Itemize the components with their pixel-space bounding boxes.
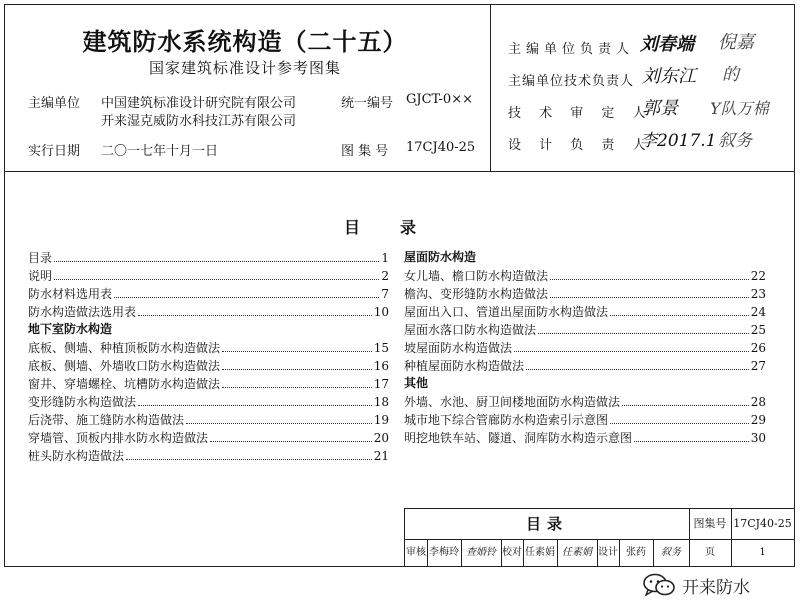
design-name: 张药	[619, 539, 654, 567]
toc-entry-title: 外墙、水池、厨卫间楼地面防水构造做法	[404, 395, 621, 409]
toc-entry-page: 18	[373, 395, 389, 409]
toc-entry-title: 檐沟、变形缝防水构造做法	[404, 287, 549, 301]
toc-entry-page: 30	[750, 431, 766, 445]
editor-unit-2: 开来湿克威防水科技江苏有限公司	[101, 114, 297, 129]
toc-leader-dots	[550, 297, 749, 298]
signature: 刘春端	[640, 34, 694, 55]
toc-entry-page: 20	[373, 431, 389, 445]
toc-section-heading: 其他	[404, 376, 429, 390]
signatory-role: 主编单位负责人	[508, 42, 635, 57]
toc-entry[interactable]	[404, 320, 766, 338]
toc-leader-dots	[54, 261, 379, 262]
toc-entry[interactable]	[404, 410, 766, 428]
toc-leader-dots	[538, 333, 749, 334]
toc-leader-dots	[610, 315, 749, 316]
title-block-name: 目录	[405, 509, 690, 539]
signatory-role: 技 术 审 定 人	[508, 106, 653, 121]
toc-leader-dots	[222, 387, 372, 388]
watermark-text: 开来防水	[682, 577, 750, 598]
toc-leader-dots	[210, 441, 372, 442]
toc-leader-dots	[634, 441, 749, 442]
signatory-role: 设 计 负 责 人	[508, 138, 653, 153]
toc-leader-dots	[622, 405, 749, 406]
toc-leader-dots	[514, 351, 749, 352]
toc-entry-title: 窗井、穿墙螺栓、坑槽防水构造做法	[28, 377, 221, 391]
toc-entry-page: 25	[750, 323, 766, 337]
header-vertical-divider	[490, 4, 491, 171]
signature: 郭景	[642, 98, 678, 119]
toc-right-column	[404, 248, 766, 446]
toc-entry[interactable]	[404, 338, 766, 356]
toc-leader-dots	[126, 459, 372, 460]
toc-entry-title: 防水材料选用表	[28, 287, 113, 301]
toc-entry[interactable]	[28, 374, 389, 392]
toc-entry-page: 24	[750, 305, 766, 319]
check-signature: 任素娟	[557, 539, 598, 567]
toc-entry-page: 29	[750, 413, 766, 427]
review-name: 李梅玲	[427, 539, 462, 567]
atlas-no-label: 图 集 号	[341, 144, 389, 159]
toc-entry[interactable]	[28, 392, 389, 410]
header-divider	[4, 171, 795, 172]
toc-leader-dots	[526, 369, 749, 370]
toc-entry-page: 7	[381, 287, 389, 301]
toc-entry-page: 28	[750, 395, 766, 409]
editor-unit-label: 主编单位	[28, 96, 81, 111]
toc-entry[interactable]	[28, 266, 389, 284]
toc-entry-title: 女儿墙、檐口防水构造做法	[404, 269, 549, 283]
toc-entry[interactable]	[404, 266, 766, 284]
toc-section-heading: 地下室防水构造	[28, 322, 113, 336]
toc-entry[interactable]	[28, 428, 389, 446]
toc-leader-dots	[138, 315, 372, 316]
unified-no-label: 统一编号	[341, 96, 394, 111]
toc-entry[interactable]	[28, 248, 389, 266]
page-label: 页	[689, 539, 732, 567]
toc-leader-dots	[222, 369, 372, 370]
signature: 叙务	[718, 131, 752, 151]
toc-entry-page: 21	[373, 449, 389, 463]
toc-entry-title: 屋面水落口防水构造做法	[404, 323, 537, 337]
toc-entry-page: 19	[373, 413, 389, 427]
atlas-title: 建筑防水系统构造（二十五）	[82, 28, 408, 56]
toc-entry-page: 10	[373, 305, 389, 319]
toc-entry[interactable]	[28, 284, 389, 302]
toc-leader-dots	[610, 423, 749, 424]
watermark	[642, 572, 750, 598]
toc-title: 目录	[343, 218, 456, 237]
title-block	[404, 508, 795, 567]
toc-entry-title: 明挖地铁车站、隧道、洞库防水构造示意图	[404, 431, 633, 445]
toc-entry[interactable]	[28, 356, 389, 374]
toc-entry[interactable]	[28, 302, 389, 320]
toc-entry-title: 说明	[28, 269, 53, 283]
toc-entry-title: 坡屋面防水构造做法	[404, 341, 513, 355]
toc-entry[interactable]	[404, 428, 766, 446]
toc-entry-title: 变形缝防水构造做法	[28, 395, 137, 409]
effective-date: 二〇一七年十月一日	[101, 144, 219, 159]
editor-unit-1: 中国建筑标准设计研究院有限公司	[101, 96, 297, 111]
toc-entry[interactable]	[404, 302, 766, 320]
check-name: 任素娟	[523, 539, 558, 567]
title-block-top-row	[405, 509, 795, 540]
toc-entry-title: 城市地下综合管廊防水构造索引示意图	[404, 413, 609, 427]
toc-entry-title: 后浇带、施工缝防水构造做法	[28, 413, 185, 427]
page-number: 1	[759, 547, 766, 558]
signature: Y队万棉	[710, 99, 769, 118]
toc-entry-page: 15	[373, 341, 389, 355]
toc-left-column	[28, 248, 389, 464]
toc-entry-title: 种植屋面防水构造做法	[404, 359, 525, 373]
toc-entry[interactable]	[28, 410, 389, 428]
toc-entry-title: 底板、侧墙、外墙收口防水构造做法	[28, 359, 221, 373]
unified-no: GJCT-0××	[406, 92, 473, 107]
toc-entry[interactable]	[404, 284, 766, 302]
toc-entry-title: 桩头防水构造做法	[28, 449, 125, 463]
toc-entry-page: 17	[373, 377, 389, 391]
toc-entry[interactable]	[28, 338, 389, 356]
toc-entry[interactable]	[28, 446, 389, 464]
atlas-subtitle: 国家建筑标准设计参考图集	[148, 59, 341, 77]
toc-entry-page: 16	[373, 359, 389, 373]
toc-entry-title: 防水构造做法选用表	[28, 305, 137, 319]
toc-entry[interactable]	[404, 392, 766, 410]
review-label: 审核	[405, 539, 428, 567]
signature: 倪嘉	[718, 32, 754, 53]
atlas-no: 17CJ40-25	[406, 140, 476, 155]
toc-leader-dots	[550, 279, 749, 280]
title-block-atlas-label: 图集号	[689, 509, 732, 539]
design-signature: 叙务	[653, 539, 690, 567]
toc-entry-title: 屋面出入口、管道出屋面防水构造做法	[404, 305, 609, 319]
title-block-atlas-no: 17CJ40-25	[733, 517, 792, 530]
toc-entry-page: 22	[750, 269, 766, 283]
signature: 刘东江	[642, 66, 696, 87]
toc-entry-page: 23	[750, 287, 766, 301]
toc-leader-dots	[138, 405, 372, 406]
wechat-logo-icon	[642, 572, 676, 598]
design-label: 设计	[597, 539, 620, 567]
signatory-role: 主编单位技术负责人	[508, 74, 635, 89]
toc-leader-dots	[222, 351, 372, 352]
toc-leader-dots	[114, 297, 379, 298]
toc-entry-title: 目录	[28, 251, 53, 265]
toc-section-heading: 屋面防水构造	[404, 250, 477, 264]
review-signature: 查婚铃	[461, 539, 502, 567]
toc-entry-title: 底板、侧墙、种植顶板防水构造做法	[28, 341, 221, 355]
title-block-bottom-row	[405, 539, 795, 567]
toc-entry-title: 穿墙管、顶板内排水防水构造做法	[28, 431, 209, 445]
toc-entry-page: 26	[750, 341, 766, 355]
toc-entry[interactable]	[404, 356, 766, 374]
check-label: 校对	[501, 539, 524, 567]
toc-leader-dots	[186, 423, 372, 424]
toc-leader-dots	[54, 279, 379, 280]
toc-entry-page: 2	[381, 269, 389, 283]
signature: 李2017.1	[640, 131, 717, 151]
toc-entry-page: 1	[381, 251, 389, 265]
effective-date-label: 实行日期	[28, 144, 81, 159]
toc-entry-page: 27	[750, 359, 766, 373]
signature: 的	[722, 65, 739, 85]
